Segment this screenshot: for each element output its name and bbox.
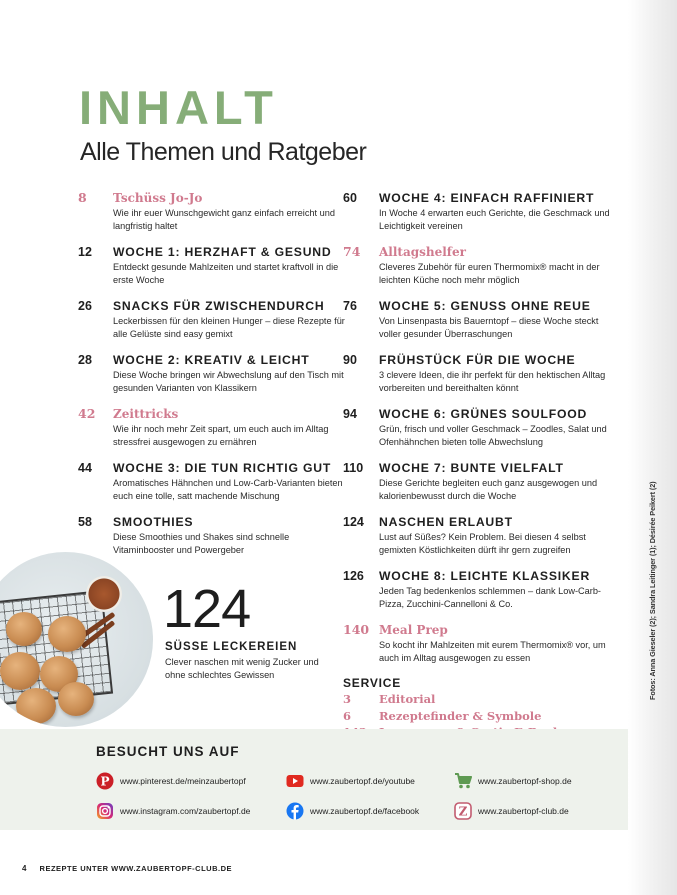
toc-entry[interactable] xyxy=(343,406,618,448)
toc-entry-page: 110 xyxy=(343,461,364,475)
toc-entry-title: SMOOTHIES xyxy=(113,515,194,529)
facebook-icon xyxy=(286,802,304,820)
toc-entry-title: Tschüss Jo-Jo xyxy=(113,191,203,205)
toc-entry-desc: Leckerbissen für den kleinen Hunger – diese Rezepte für alle Gelüste sind easy gemixt xyxy=(113,316,345,339)
toc-entry[interactable] xyxy=(78,244,348,286)
toc-entry-page: 26 xyxy=(78,299,92,313)
social-link-text: www.zaubertopf.de/youtube xyxy=(310,776,415,786)
toc-entry-title: Alltagshelfer xyxy=(379,245,466,259)
toc-entry-page: 94 xyxy=(343,407,357,421)
toc-entry-page: 76 xyxy=(343,299,357,313)
social-link-text: www.zaubertopf.de/facebook xyxy=(310,806,420,816)
cookie xyxy=(48,616,86,652)
svg-text:Z: Z xyxy=(458,804,468,819)
toc-entry[interactable] xyxy=(78,298,348,340)
toc-right-column xyxy=(343,190,618,741)
social-link-club[interactable] xyxy=(454,802,569,820)
social-link-text: www.pinterest.de/meinzaubertopf xyxy=(120,776,246,786)
instagram-icon xyxy=(96,802,114,820)
pinterest-icon xyxy=(96,772,114,790)
page-gutter-shadow xyxy=(628,0,677,895)
toc-entry-page: 42 xyxy=(78,406,96,421)
cookies-photo xyxy=(0,552,153,727)
toc-entry-title: WOCHE 1: HERZHAFT & GESUND xyxy=(113,245,332,259)
toc-entry[interactable] xyxy=(343,298,618,340)
toc-entry-page: 8 xyxy=(78,190,87,205)
toc-entry-desc: 3 clevere Ideen, die ihr perfekt für den hektischen Alltag vorbereiten und bereithalten könnt xyxy=(379,370,606,393)
cookie xyxy=(16,688,56,724)
footer-page-number: 4 xyxy=(22,864,27,873)
toc-entry[interactable] xyxy=(78,460,348,502)
toc-entry[interactable] xyxy=(343,190,618,232)
toc-entry-desc: Cleveres Zubehör für euren Thermomix® macht in der leichten Küche noch mehr möglich xyxy=(379,262,600,285)
footer-text[interactable]: REZEPTE UNTER WWW.ZAUBERTOPF-CLUB.DE xyxy=(39,864,232,873)
shop-cart-icon xyxy=(454,772,472,790)
toc-entry-desc: Diese Smoothies und Shakes sind schnelle Vitaminbooster und Powergeber xyxy=(113,532,290,555)
social-link-instagram[interactable] xyxy=(96,802,250,820)
toc-entry[interactable] xyxy=(343,244,618,286)
toc-entry[interactable] xyxy=(343,460,618,502)
cinnamon-bowl xyxy=(86,576,122,612)
toc-entry-title: WOCHE 2: KREATIV & LEICHT xyxy=(113,353,310,367)
toc-entry-desc: So kocht ihr Mahlzeiten mit eurem Thermomix® vor, um auch im Alltag ausgewogen zu essen xyxy=(379,640,606,663)
toc-entry-title: Zeittricks xyxy=(113,407,179,421)
toc-entry-title: SNACKS FÜR ZWISCHENDURCH xyxy=(113,299,325,313)
toc-entry-page: 60 xyxy=(343,191,357,205)
toc-entry[interactable] xyxy=(78,514,348,556)
social-link-text: www.instagram.com/zaubertopf.de xyxy=(120,806,251,816)
cookie xyxy=(58,682,94,716)
social-link-pinterest[interactable] xyxy=(96,772,246,790)
cookie xyxy=(0,652,40,690)
toc-entry-desc: Entdeckt gesunde Mahlzeiten und startet kraftvoll in die erste Woche xyxy=(113,262,339,285)
photo-credit: Fotos: Anna Gieseler (2); Sandra Leitinger (1); Désirée Peikert (2) xyxy=(648,481,657,700)
toc-entry-title: WOCHE 5: GENUSS OHNE REUE xyxy=(379,299,591,313)
toc-entry-desc: In Woche 4 erwarten euch Gerichte, die Geschmack und Leichtigkeit vereinen xyxy=(379,208,610,231)
toc-entry[interactable] xyxy=(343,514,618,556)
page-footer xyxy=(22,864,232,873)
toc-entry[interactable] xyxy=(343,568,618,610)
page-subtitle: Alle Themen und Ratgeber xyxy=(80,138,367,166)
svg-text:P: P xyxy=(100,774,110,789)
toc-entry-title: WOCHE 7: BUNTE VIELFALT xyxy=(379,461,564,475)
social-link-shop[interactable] xyxy=(454,772,572,790)
toc-entry-page: 12 xyxy=(78,245,92,259)
toc-entry-title: Meal Prep xyxy=(379,623,448,637)
service-heading: SERVICE xyxy=(343,676,402,690)
toc-entry-page: 126 xyxy=(343,569,364,583)
social-heading: BESUCHT UNS AUF xyxy=(96,744,240,759)
social-band xyxy=(0,729,628,830)
toc-entry-page: 90 xyxy=(343,353,357,367)
toc-entry[interactable] xyxy=(343,352,618,394)
social-link-youtube[interactable] xyxy=(286,772,415,790)
feature-page-number: 124 xyxy=(163,579,251,639)
toc-entry-page: 44 xyxy=(78,461,92,475)
toc-entry[interactable] xyxy=(343,622,618,664)
toc-entry-desc: Grün, frisch und voller Geschmack – Zoodles, Salat und Ofenhähnchen bieten tolle Abwechslung xyxy=(379,424,607,447)
toc-entry-page: 124 xyxy=(343,515,364,529)
page-title: INHALT xyxy=(79,81,278,134)
service-item-page: 3 xyxy=(343,692,352,706)
toc-entry-desc: Wie ihr noch mehr Zeit spart, um euch auch im Alltag stressfrei ausgewogen zu ernähren xyxy=(113,424,329,447)
zaubertopf-club-icon xyxy=(454,802,472,820)
service-item-label: Editorial xyxy=(379,692,436,706)
feature-desc: Clever naschen mit wenig Zucker und ohne schlechtes Gewissen xyxy=(165,657,319,680)
toc-entry-title: WOCHE 4: EINFACH RAFFINIERT xyxy=(379,191,595,205)
youtube-icon xyxy=(286,772,304,790)
feature-title[interactable]: SÜSSE LECKEREIEN xyxy=(165,641,298,653)
service-item-page: 6 xyxy=(343,708,352,723)
toc-entry[interactable] xyxy=(78,190,348,232)
cookie xyxy=(6,612,42,646)
toc-entry[interactable] xyxy=(78,352,348,394)
toc-entry[interactable] xyxy=(78,406,348,448)
toc-entry-page: 74 xyxy=(343,244,361,259)
toc-entry-desc: Jeden Tag bedenkenlos schlemmen – dank Low-Carb-Pizza, Zucchini-Cannelloni & Co. xyxy=(379,586,601,609)
toc-entry-desc: Diese Woche bringen wir Abwechslung auf den Tisch mit gesunden Varianten von Klassikern xyxy=(113,370,344,393)
toc-entry-page: 58 xyxy=(78,515,92,529)
toc-entry-page: 28 xyxy=(78,353,92,367)
toc-entry-page: 140 xyxy=(343,622,370,637)
toc-entry-desc: Von Linsenpasta bis Bauerntopf – diese Woche steckt voller gesunder Überraschungen xyxy=(379,316,599,339)
service-item[interactable] xyxy=(343,708,618,725)
toc-entry-title: NASCHEN ERLAUBT xyxy=(379,515,513,529)
toc-entry-title: WOCHE 6: GRÜNES SOULFOOD xyxy=(379,407,588,421)
social-link-text: www.zaubertopf-shop.de xyxy=(478,776,572,786)
toc-entry-desc: Diese Gerichte begleiten euch ganz ausgewogen und kalorienbewusst durch die Woche xyxy=(379,478,598,501)
toc-entry-title: FRÜHSTÜCK FÜR DIE WOCHE xyxy=(379,353,576,367)
toc-entry-title: WOCHE 3: DIE TUN RICHTIG GUT xyxy=(113,461,332,475)
social-link-text: www.zaubertopf-club.de xyxy=(478,806,569,816)
toc-entry-desc: Lust auf Süßes? Kein Problem. Bei diesen 4 selbst gemixten Köstlichkeiten dürft ihr gern zugreifen xyxy=(379,532,586,555)
service-item[interactable] xyxy=(343,691,618,708)
service-item-label: Rezeptefinder & Symbole xyxy=(379,708,542,723)
toc-left-column xyxy=(78,190,348,568)
toc-entry-title: WOCHE 8: LEICHTE KLASSIKER xyxy=(379,569,591,583)
toc-entry-desc: Aromatisches Hähnchen und Low-Carb-Varianten bieten euch eine tolle, satt machende Mischung xyxy=(113,478,343,501)
toc-entry-desc: Wie ihr euer Wunschgewicht ganz einfach erreicht und langfristig haltet xyxy=(113,208,335,231)
social-link-facebook[interactable] xyxy=(286,802,419,820)
